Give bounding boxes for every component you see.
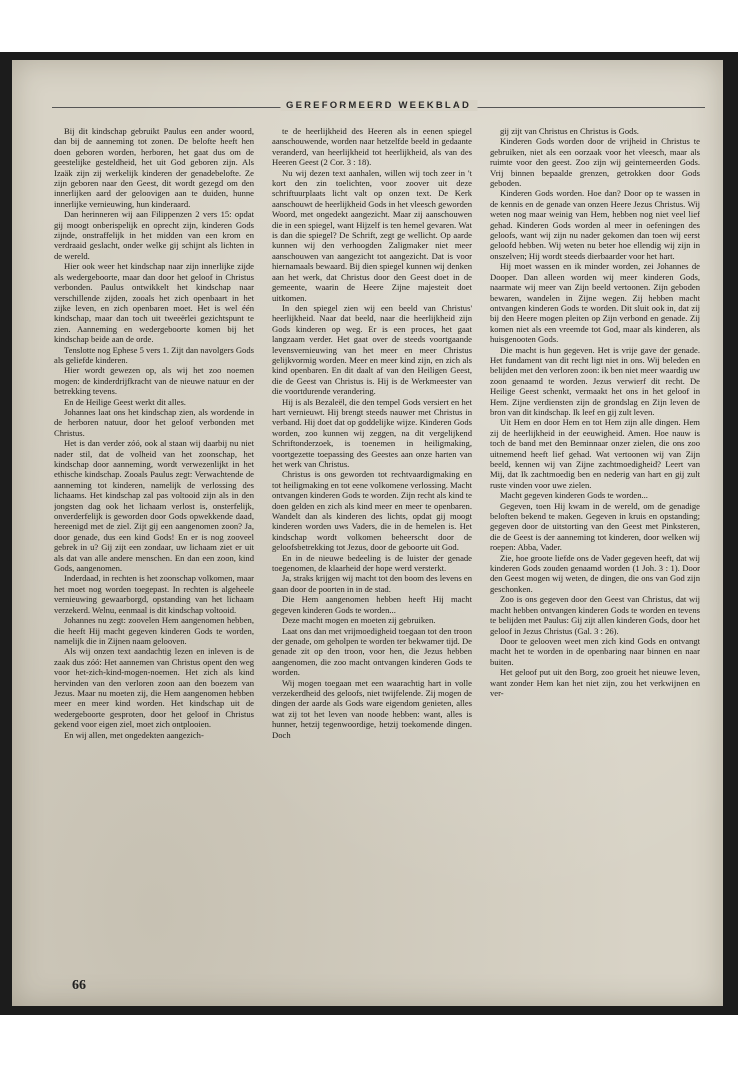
paragraph: Wij mogen toegaan met een waarachtig hart in volle verzekerdheid des geloofs, niet twijfelende. Zij mogen de dingen der aarde als Gods ware eigendom genieten, alles wat zij tot het leven van noode hebben: want, alles is hunner, hetzij tegenwoordige, hetzij toekomende dingen. Doch (272, 677, 472, 740)
paragraph: Zoo is ons gegeven door den Geest van Christus, dat wij macht hebben ontvangen kinderen Gods te worden en tevens te belijden met Paulus: Gij zijt allen kinderen Gods, door het geloof in Jezus Christus (Gal. 3 : 26). (490, 594, 700, 636)
newspaper-page (12, 60, 723, 1006)
paragraph: Laat ons dan met vrijmoedigheid toegaan tot den troon der genade, om geholpen te worden ter bekwamer tijd. De genade zit op den troon, voor hen, die Jezus hebben aangenomen, die zoo macht ontvangen kinderen Gods te worden. (272, 625, 472, 678)
paragraph: Gegeven, toen Hij kwam in de wereld, om de genadige beloften bekend te maken. Gegeven in kruis en opstanding; gegeven door de uitstorting van den Geest met Pinksteren, die de Geest is der aanneming tot kinderen, door welken wij roepen: Abba, Vader. (490, 500, 700, 553)
paragraph: Die Hem aangenomen hebben heeft Hij macht gegeven kinderen Gods te worden... (272, 594, 472, 615)
paragraph: Ja, straks krijgen wij macht tot den boom des levens en gaan door de poorten in in de stad. (272, 573, 472, 594)
paragraph: Bij dit kindschap gebruikt Paulus een ander woord, dan bij de aanneming tot zonen. De belofte heeft hen doen geboren worden, herboren, het gaat dus om de geestelijke gesteldheid, het uit God geboren zijn. Als Izaäk zijn zij werkelijk kinderen der genadebelofte. Ze zijn geboren naar den Geest, dit wordt gezegd om den innerlijken aard der geloovigen aan te duiden, hunne innerlijke vernieuwing, hun kinderaard. (54, 126, 254, 209)
paragraph: gij zijt van Christus en Christus is Gods. (500, 126, 639, 136)
paragraph: Deze macht mogen en moeten zij gebruiken. (282, 615, 436, 626)
paragraph: En de Heilige Geest werkt dit alles. (64, 396, 186, 407)
paragraph: Johannes laat ons het kindschap zien, als wordende in de herboren natuur, door het geloof verbonden met Christus. (54, 406, 254, 438)
paragraph: Kinderen Gods worden door de vrijheid in Christus te gebruiken, niet als een oorzaak voor het vleesch, maar als ruimte voor den geest. Zoo zijn wij geinterneerden Gods. Vrij binnen bepaalde grenzen, getrokken door Gods geboden. (490, 136, 700, 189)
paragraph: Tenslotte nog Ephese 5 vers 1. Zijt dan navolgers Gods als geliefde kinderen. (54, 344, 254, 365)
paragraph: Macht gegeven kinderen Gods te worden... (500, 490, 648, 501)
paragraph: Hier ook weer het kindschap naar zijn innerlijke zijde als wedergeboorte, maar dan door het geloof in Christus verbonden. Paulus ontwikkelt het kindschap naar verschillende zijden, zooals het zich openbaart in het zijke leven, en zich openbaren moet. Het is wel één kindschap, maar dan toch uit tweeërlei gezichtspunt te zien. Aanneming en wedergeboorte komen bij het kindschap beide aan de orde. (54, 261, 254, 345)
paragraph: Het geloof put uit den Borg, zoo groeit het nieuwe leven, want zonder Hem kan het niet zijn, zou het verkwijnen en ver- (490, 667, 700, 698)
paragraph: Het is dan verder zóó, ook al staan wij daarbij nu niet nader stil, dat de volheid van het zoonschap, het kindschap door aanneming, wordt verwezenlijkt in het ethische kindschap. Zooals Paulus zegt: Verwachtende de aanneming tot kinderen, namelijk de verlossing des lichaams. Het kindschap zal pas voltooid zijn als in den jongsten dag ook het lichaam verlost is, onsterfelijk, onverderfelijk is geworden door Gods opwekkende daad, hereenigd met de ziel. Zijt gij een aangenomen zoon? Ja, door genade, dus een kind Gods! En er is nog zooveel gebrek in u? Gij zijt een zondaar, uw lichaam ziet er uit als dat van alle andere menschen. En dan een zoon, kind Gods, aangenomen. (54, 438, 254, 574)
paragraph: Hij is als Bezaleël, die den tempel Gods versiert en het hart vernieuwt. Hij brengt steeds nauwer met Christus in verband. Hij doet dat op goddelijke wijze. Kinderen Gods worden, zoo kunnen wij zeggen, na dit vergelijkend Schriftonderzoek, is toenemen in heiligmaking, voortgezette toepassing des Geestes aan onze harten van het werk van Christus. (272, 396, 472, 469)
paragraph: Nu wij dezen text aanhalen, willen wij toch zeer in 't kort den zin toelichten, voor zoover uit deze schriftuurplaats licht valt op onzen text. De Kerk aanschouwt de heerlijkheid Gods in het vleesch geworden Woord, met ongedekt aangezicht. Maar zij aanschouwen die in een spiegel, want Hijzelf is ten hemel gevaren. Wat is dan die spiegel? De Schrift, zegt ge wellicht. Op aarde kunnen wij den verhoogden Zaligmaker niet meer aanschouwen van aangezicht tot aangezicht. Dat is voor hiernamaals bewaard. Bij dien spiegel kunnen wij denken aan het werk, dat Christus door den Geest doet in de gemeente, waarin de Heere Zijne majesteit doet uitkomen. (272, 167, 472, 303)
paragraph: Zie, hoe groote liefde ons de Vader gegeven heeft, dat wij kinderen Gods zouden genaamd worden (1 Joh. 3 : 1). Door den Geest mogen wij weten, de dingen, die ons van God zijn geschonken. (490, 552, 700, 594)
paragraph: te de heerlijkheid des Heeren als in eenen spiegel aanschouwende, worden naar hetzelfde beeld in gedaante veranderd, van heerlijkheid tot heerlijkheid, als van des Heeren Geest (2 Cor. 3 : 18). (272, 126, 472, 168)
paragraph: Uit Hem en door Hem en tot Hem zijn alle dingen. Hem zij de heerlijkheid in der eeuwigheid. Amen. Hoe nauw is toch de band met den Beminnaar onzer zielen, die ons zoo uitnemend heeft lief gehad. Wat vertoonen wij van Zijn beeld, kennen wij van Zijne zachtmoedigheid? Leert van Mij, dat Ik zachtmoedig ben en nederig van hart en gij zult ruste vinden voor uwe zielen. (490, 417, 700, 490)
paragraph: Door te gelooven weet men zich kind Gods en ontvangt macht het te worden in de openbaring naar binnen en naar buiten. (490, 635, 700, 667)
text-column-2 (272, 126, 472, 986)
paragraph: Hij moet wassen en ik minder worden, zei Johannes de Dooper. Dan alleen worden wij meer kinderen Gods, naarmate wij meer van Zijn beeld vertoonen. Zijn geboden bewaren, wandelen in Zijne wegen. Zij hebben macht ontvangen kinderen Gods te worden. Dit sluit ook in, dat zij bij den Heere mogen pleiten op Zijn verbond en genade. Zij komen niet als een vreemde tot God, maar als kinderen, als huisgenooten Gods. (490, 261, 700, 345)
paragraph: Hier wordt gewezen op, als wij het zoo noemen mogen: de kinderdrijfkracht van de nieuwe natuur en der betrekking tevens. (54, 365, 254, 397)
page-header (52, 100, 705, 114)
paragraph: Inderdaad, in rechten is het zoonschap volkomen, maar het moet nog worden toegepast. In rechten is algeheele vernieuwing gewaarborgd, opstanding van het lichaam verzekerd. Welnu, eenmaal is dit kindschap voltooid. (54, 573, 254, 615)
paragraph: En in de nieuwe bedeeling is de luister der genade toegenomen, de klaarheid der hope werd versterkt. (272, 552, 472, 574)
paragraph: Als wij onzen text aandachtig lezen en inleven is de zaak dus zóó: Het aannemen van Christus opent den weg voor het-zich-kind-mogen-noemen. Het zich als kind hervinden van den verloren zoon aan den boezem van Jezus. Maar nu moeten zij, die Hem aangenomen hebben meer en meer kind worden. Het kindschap uit de wedergeboorte gesproten, door het geloof in Christus gekend voor eigen ziel, moet zich ontplooien. (54, 646, 254, 730)
text-column-3 (490, 126, 700, 986)
page-number: 66 (72, 978, 86, 993)
publication-title: GEREFORMEERD WEEKBLAD (280, 100, 477, 111)
paragraph: Kinderen Gods worden. Hoe dan? Door op te wassen in de kennis en de genade van onzen Heere Jezus Christus. Wij weten nog maar weinig van Hem, hebben nog niet veel lief gehad. Kinderen Gods worden al meer in oefeningen des geloofs, want wij zijn nu nader gekomen dan toen wij eerst geloofd hebben. Wij weten nu beter hoe ellendig wij zijn in onszelven; Hij wordt steeds dierbaarder voor het hart. (490, 188, 700, 261)
paragraph: Dan herinneren wij aan Filippenzen 2 vers 15: opdat gij moogt onberispelijk en oprecht zijn, kinderen Gods zijnde, onstraffelijk in het midden van een krom en verdraaid geslacht, onder welke gij schijnt als lichten in de wereld. (54, 209, 254, 261)
text-column-1 (54, 126, 254, 986)
paragraph: Christus is ons geworden tot rechtvaardigmaking en tot heiligmaking en tot eene volkomene verlossing. Macht ontvangen kinderen Gods te worden. Zijn recht als kind te doen gelden en zich als kind meer en meer te openbaren. Wandelt dan als kinderen des lichts, opdat gij moogt kinderen worden uws Vaders, die in de hemelen is. Het kindschap wordt volkomen beheerscht door de geloofsbetrekking tot Jezus, door de geboorte uit God. (272, 469, 472, 553)
paragraph: En wij allen, met ongedekten aangezich- (64, 729, 204, 740)
paragraph: Die macht is hun gegeven. Het is vrije gave der genade. Het fundament van dit recht ligt niet in ons. Wij beleden en belijden met den verloren zoon: ik ben niet meer waardig uw zoon genaamd te worden. Jezus verwierf dit recht. De Heilige Geest schenkt, vermaakt het ons in het geloof in Hem. Zijne verdiensten zijn de grondslag en Zijn leven de bron van dit kindschap. Ik leef en gij zult leven. (490, 344, 700, 417)
paragraph: Johannes nu zegt: zoovelen Hem aangenomen hebben, die heeft Hij macht gegeven kinderen Gods te worden, namelijk die in Zijnen naam gelooven. (54, 615, 254, 646)
paragraph: In den spiegel zien wij een beeld van Christus' heerlijkheid. Naar dat beeld, naar die heerlijkheid zijn Gods kinderen op weg. Er is een proces, het gaat langzaam verder. Het gaat over de steeds voortgaande levensvernieuwing van het meer en meer Christus gelijkvormig worden. Meer en meer kind zijn, en zich als kind openbaren. En dit daalt af van den Heiligen Geest, die de Geest van Christus is. Hij is de Werkmeester van die voortdurende verandering. (272, 302, 472, 397)
